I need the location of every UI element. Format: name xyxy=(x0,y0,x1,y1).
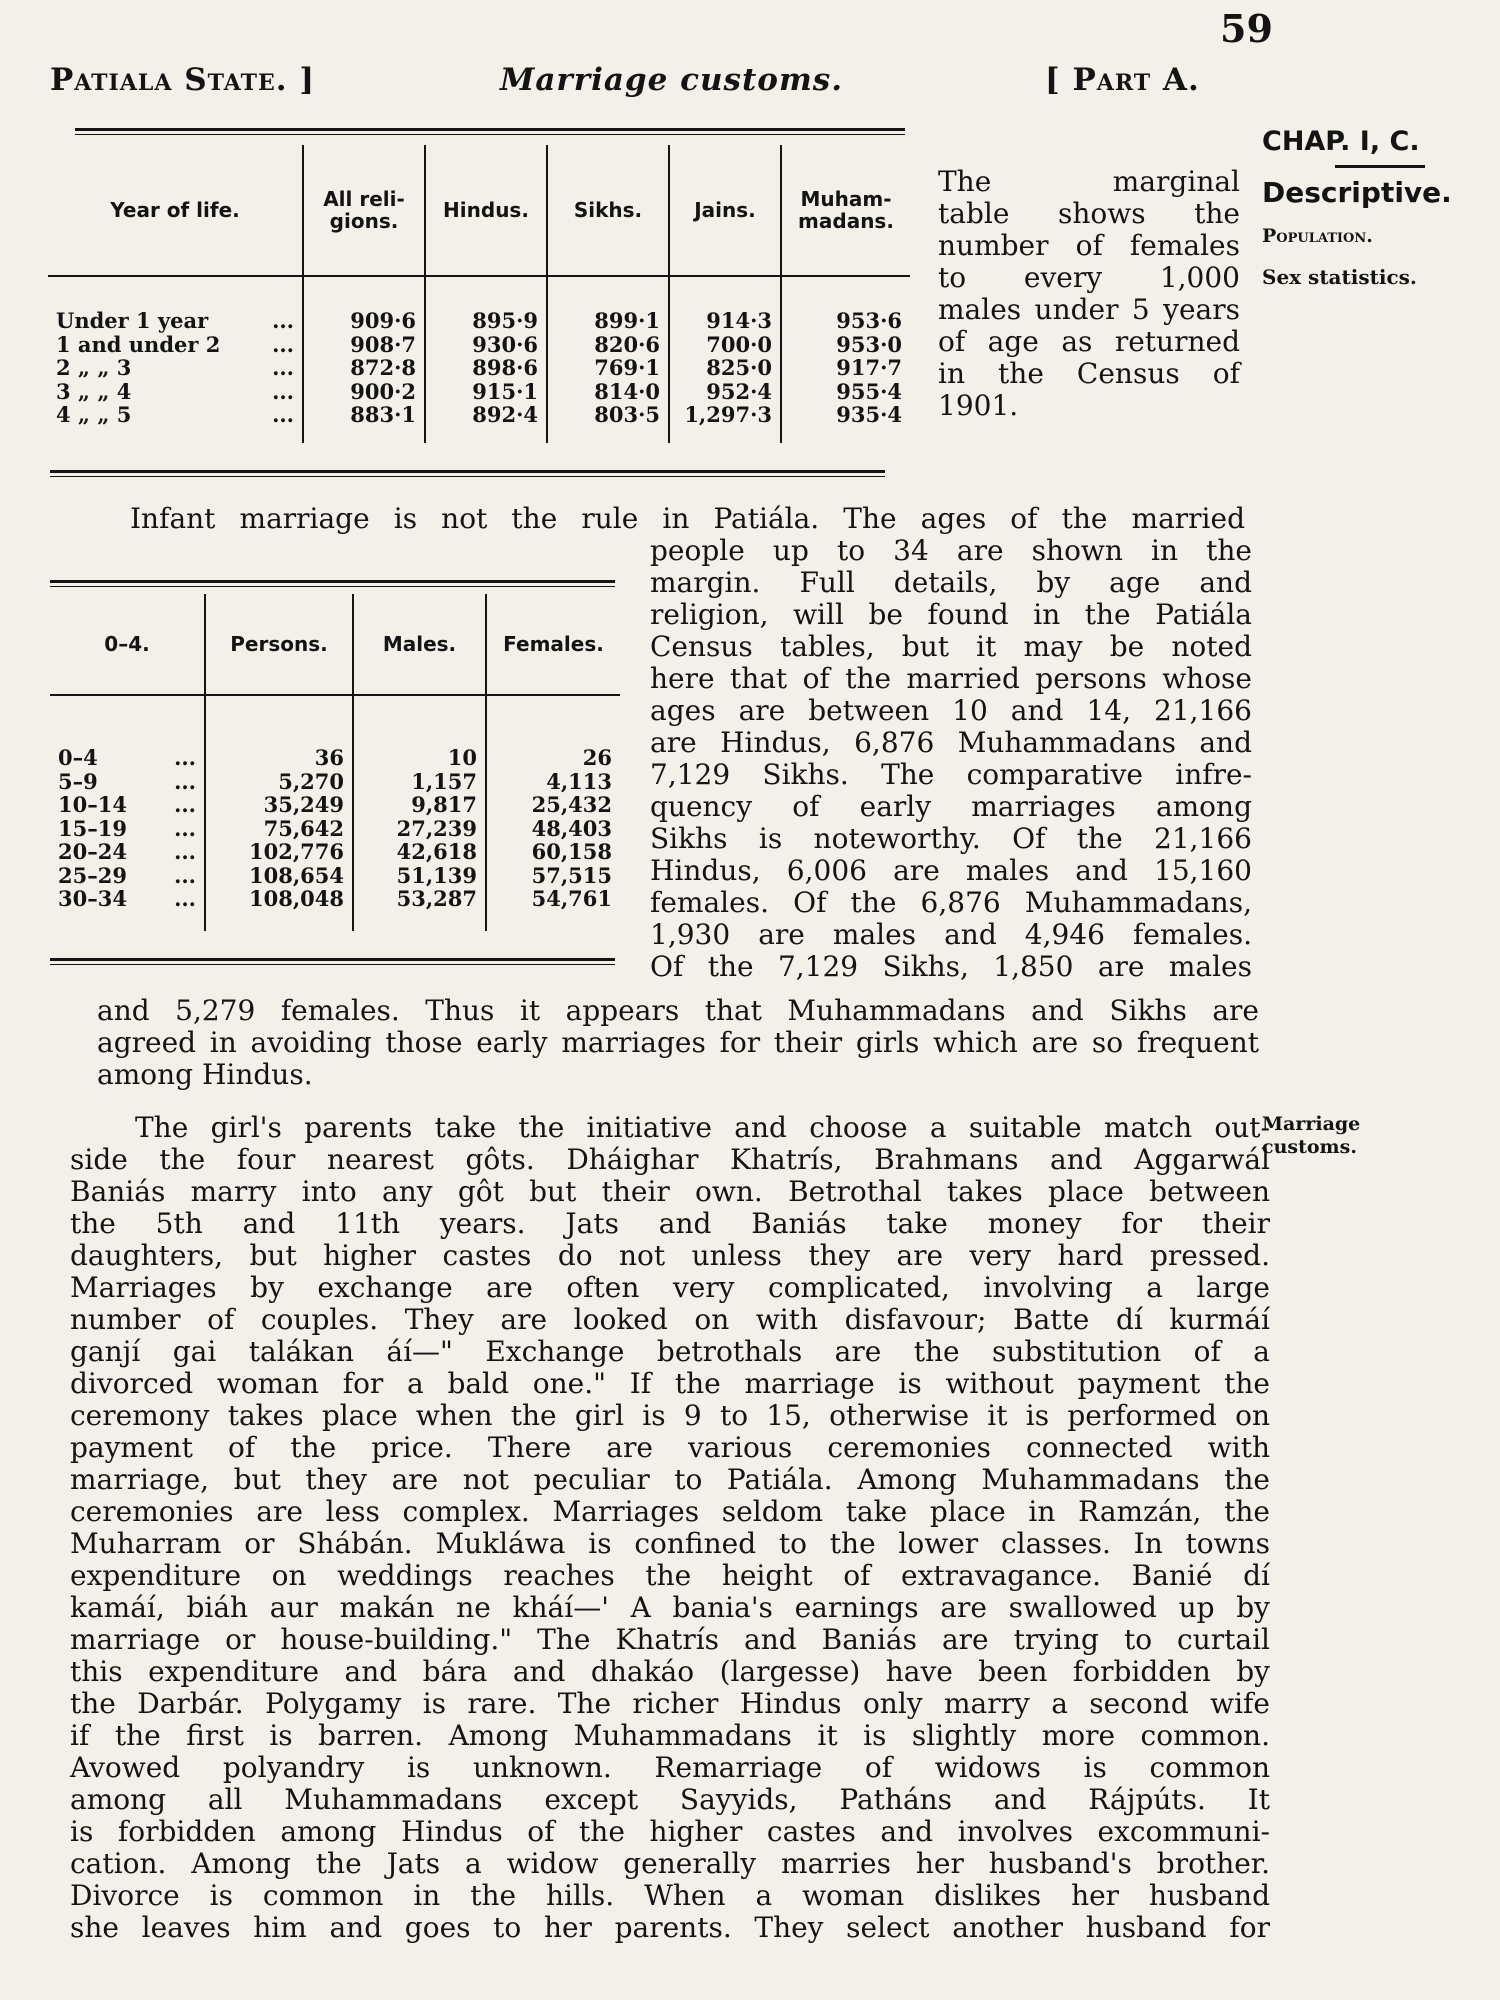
table-cell: 914·3 xyxy=(669,309,781,333)
table-cell: 915·1 xyxy=(425,380,547,404)
table-cell: 5,270 xyxy=(205,770,353,794)
text-line: side the four nearest gôts. Dháighar Khatrís, Brahmans and Aggarwál xyxy=(70,1143,1270,1176)
table1-header: Muham-madans. xyxy=(781,145,910,275)
table2-row-label: 30–34 xyxy=(58,886,127,912)
text-line: here that of the married persons whose xyxy=(650,662,1252,695)
text-line: divorced woman for a bald one." If the marriage is without payment the xyxy=(70,1367,1270,1400)
table2-row-label: 15–19 xyxy=(58,815,127,841)
table-row xyxy=(48,356,910,380)
table-married-persons-by-age xyxy=(50,594,620,931)
table1-caption-text xyxy=(938,166,1240,422)
text-line: cation. Among the Jats a widow generally marries her husband's brother. xyxy=(70,1847,1270,1880)
table-cell: 930·6 xyxy=(425,333,547,357)
text-line: in the Census of xyxy=(938,357,1240,390)
table-cell: 952·4 xyxy=(669,380,781,404)
table-cell: 75,642 xyxy=(205,817,353,841)
table-row xyxy=(50,864,620,888)
table1-row-label: Under 1 year xyxy=(56,308,209,333)
text-line: table shows the xyxy=(938,197,1240,230)
table-row xyxy=(50,746,620,770)
table2-header: Males. xyxy=(353,594,486,694)
text-line: and 5,279 females. Thus it appears that Muhammadans and Sikhs are xyxy=(97,994,1259,1027)
margin-population: Population. xyxy=(1262,225,1373,247)
text-line: among Hindus. xyxy=(97,1058,313,1091)
text-line: kamáí, biáh aur makán ne kháí—' A bania's earnings are swallowed up by xyxy=(70,1591,1270,1624)
table-cell: 26 xyxy=(486,746,620,770)
text-line: Marriages by exchange are often very complicated, involving a large xyxy=(70,1271,1270,1304)
text-line: Census tables, but it may be noted xyxy=(650,630,1252,663)
table1-row-dots: ... xyxy=(272,308,294,333)
table1-row-dots: ... xyxy=(272,378,294,404)
text-line: payment of the price. There are various ceremonies connected with xyxy=(70,1431,1270,1464)
table-cell: 899·1 xyxy=(547,309,669,333)
table-cell: 814·0 xyxy=(547,380,669,404)
text-line: 1,930 are males and 4,946 females. xyxy=(650,918,1252,951)
table-cell: 700·0 xyxy=(669,333,781,357)
table2-row-label: 20–24 xyxy=(58,839,127,865)
margin-chapter-rule xyxy=(1335,165,1425,168)
text-line: ceremonies are less complex. Marriages seldom take place in Ramzán, the xyxy=(70,1495,1270,1528)
text-line: Avowed polyandry is unknown. Remarriage of widows is common xyxy=(70,1751,1270,1784)
table2-bottom-rule xyxy=(50,958,615,961)
table-cell: 825·0 xyxy=(669,356,781,380)
table2-row-label: 10–14 xyxy=(58,792,127,818)
table-cell: 953·6 xyxy=(781,309,910,333)
table2-header: 0–4. xyxy=(104,631,150,656)
table2-row-dots: ... xyxy=(174,768,196,794)
table1-bottom-rule-thin xyxy=(50,476,885,477)
table1-header: Hindus. xyxy=(425,145,547,275)
table-cell: 909·6 xyxy=(303,309,425,333)
table1-bottom-rule xyxy=(50,470,885,473)
table2-row-label: 5–9 xyxy=(58,768,98,794)
table2-row-label: 25–29 xyxy=(58,862,127,888)
table-cell: 42,618 xyxy=(353,840,486,864)
margin-sex-statistics: Sex statistics. xyxy=(1262,265,1417,289)
text-line: agreed in avoiding those early marriages for their girls which are so frequent xyxy=(97,1026,1259,1059)
running-header-state: Patiala State. ] xyxy=(50,62,316,98)
text-line: Hindus, 6,006 are males and 15,160 xyxy=(650,854,1252,887)
table-cell: 908·7 xyxy=(303,333,425,357)
text-line: this expenditure and bára and dhakáo (largesse) have been forbidden by xyxy=(70,1655,1270,1688)
table-cell: 108,654 xyxy=(205,864,353,888)
table1-top-rule xyxy=(75,128,905,131)
text-line: Muharram or Shábán. Mukláwa is confined to the lower classes. In towns xyxy=(70,1527,1270,1560)
text-line: females. Of the 6,876 Muhammadans, xyxy=(650,886,1252,919)
paragraph-infant-marriage-rest xyxy=(97,995,1259,1091)
table1-row-dots: ... xyxy=(272,331,294,357)
table-cell: 955·4 xyxy=(781,380,910,404)
text-line: ganjí gai talákan áí—" Exchange betrothals are the substitution of a xyxy=(70,1335,1270,1368)
table2-row-dots: ... xyxy=(174,886,196,912)
text-line: quency of early marriages among xyxy=(650,790,1252,823)
margin-marriage-customs: Marriage customs. xyxy=(1262,1113,1361,1158)
page-number: 59 xyxy=(1220,6,1273,51)
table1-row-dots: ... xyxy=(272,355,294,381)
table-cell: 27,239 xyxy=(353,817,486,841)
text-line: marriage or house-building." The Khatrís and Baniás are trying to curtail xyxy=(70,1623,1270,1656)
text-line: ages are between 10 and 14, 21,166 xyxy=(650,694,1252,727)
text-line: among all Muhammadans except Sayyids, Patháns and Rájpúts. It xyxy=(70,1783,1270,1816)
paragraph-marriage-customs xyxy=(70,1112,1270,1944)
table-cell: 900·2 xyxy=(303,380,425,404)
table2-caption-text xyxy=(650,535,1252,983)
table-row xyxy=(48,333,910,357)
text-line: if the first is barren. Among Muhammadans it is slightly more common. xyxy=(70,1719,1270,1752)
table-cell: 51,139 xyxy=(353,864,486,888)
table-cell: 935·4 xyxy=(781,403,910,427)
table-cell: 60,158 xyxy=(486,840,620,864)
table1-header: All reli-gions. xyxy=(303,145,425,275)
table1-row-label: 1 and under 2 xyxy=(56,331,221,357)
text-line: 1901. xyxy=(938,389,1019,422)
text-line: expenditure on weddings reaches the height of extravagance. Banié dí xyxy=(70,1559,1270,1592)
text-line: Of the 7,129 Sikhs, 1,850 are males xyxy=(650,950,1252,983)
text-line: margin. Full details, by age and xyxy=(650,566,1252,599)
margin-chapter: CHAP. I, C. xyxy=(1262,126,1420,157)
table-cell: 54,761 xyxy=(486,887,620,911)
text-line: Sikhs is noteworthy. Of the 21,166 xyxy=(650,822,1252,855)
table2-top-rule-thin xyxy=(50,586,615,587)
table-cell: 895·9 xyxy=(425,309,547,333)
table1-row-label: 3 „ „ 4 xyxy=(56,378,132,404)
table1-top-rule-thin xyxy=(75,134,905,135)
table2-row-label: 0–4 xyxy=(58,745,98,770)
table-row xyxy=(48,403,910,427)
table-cell: 35,249 xyxy=(205,793,353,817)
table1-row-dots: ... xyxy=(272,402,294,428)
table-cell: 820·6 xyxy=(547,333,669,357)
text-line: Baniás marry into any gôt but their own. Betrothal takes place between xyxy=(70,1175,1270,1208)
table-cell: 769·1 xyxy=(547,356,669,380)
text-line: people up to 34 are shown in the xyxy=(650,534,1252,567)
table-cell: 4,113 xyxy=(486,770,620,794)
text-line: she leaves him and goes to her parents. They select another husband for xyxy=(70,1911,1270,1944)
table2-bottom-rule-thin xyxy=(50,964,615,965)
table-row xyxy=(50,887,620,911)
table1-header: Jains. xyxy=(669,145,781,275)
running-header-part: [ Part A. xyxy=(1045,62,1200,98)
table2-row-dots: ... xyxy=(174,745,196,770)
text-line: number of females xyxy=(938,229,1240,262)
table-row xyxy=(50,817,620,841)
text-line: males under 5 years xyxy=(938,293,1240,326)
text-line: The girl's parents take the initiative and choose a suitable match out- xyxy=(135,1111,1270,1144)
table-cell: 36 xyxy=(205,746,353,770)
table-cell: 872·8 xyxy=(303,356,425,380)
table-cell: 102,776 xyxy=(205,840,353,864)
text-line: number of couples. They are looked on with disfavour; Batte dí kurmáí xyxy=(70,1303,1270,1336)
table1-header: Year of life. xyxy=(110,197,240,222)
table1-row-label: 4 „ „ 5 xyxy=(56,402,132,428)
text-line: Infant marriage is not the rule in Patiála. The ages of the married xyxy=(130,502,1245,535)
table-cell: 803·5 xyxy=(547,403,669,427)
table-cell: 57,515 xyxy=(486,864,620,888)
table-cell: 1,157 xyxy=(353,770,486,794)
table2-row-dots: ... xyxy=(174,839,196,865)
table-cell: 25,432 xyxy=(486,793,620,817)
margin-section: Descriptive. xyxy=(1262,176,1452,209)
table-cell: 953·0 xyxy=(781,333,910,357)
table-cell: 10 xyxy=(353,746,486,770)
table-cell: 898·6 xyxy=(425,356,547,380)
table1-header: Sikhs. xyxy=(547,145,669,275)
text-line: Divorce is common in the hills. When a woman dislikes her husband xyxy=(70,1879,1270,1912)
text-line: of age as returned xyxy=(938,325,1240,358)
table2-row-dots: ... xyxy=(174,862,196,888)
table2-header: Persons. xyxy=(205,594,353,694)
table-cell: 1,297·3 xyxy=(669,403,781,427)
text-line: to every 1,000 xyxy=(938,261,1240,294)
table-cell: 917·7 xyxy=(781,356,910,380)
table-row xyxy=(48,380,910,404)
table2-header: Females. xyxy=(486,594,620,694)
text-line: the 5th and 11th years. Jats and Baniás take money for their xyxy=(70,1207,1270,1240)
paragraph-infant-marriage-first xyxy=(130,503,1245,535)
table-cell: 883·1 xyxy=(303,403,425,427)
text-line: ceremony takes place when the girl is 9 to 15, otherwise it is performed on xyxy=(70,1399,1270,1432)
text-line: is forbidden among Hindus of the higher castes and involves excommuni- xyxy=(70,1815,1270,1848)
text-line: marriage, but they are not peculiar to Patiála. Among Muhammadans the xyxy=(70,1463,1270,1496)
table-cell: 108,048 xyxy=(205,887,353,911)
table2-row-dots: ... xyxy=(174,815,196,841)
table-females-per-1000-males xyxy=(48,145,910,443)
running-header-title: Marriage customs. xyxy=(500,62,844,98)
text-line: 7,129 Sikhs. The comparative infre- xyxy=(650,758,1252,791)
table-cell: 892·4 xyxy=(425,403,547,427)
text-line: The marginal xyxy=(938,165,1240,198)
text-line: religion, will be found in the Patiála xyxy=(650,598,1252,631)
table-cell: 9,817 xyxy=(353,793,486,817)
table-row xyxy=(50,840,620,864)
text-line: the Darbár. Polygamy is rare. The richer Hindus only marry a second wife xyxy=(70,1687,1270,1720)
table-cell: 48,403 xyxy=(486,817,620,841)
table-row xyxy=(48,309,910,333)
table-row xyxy=(50,793,620,817)
table-row xyxy=(50,770,620,794)
table1-row-label: 2 „ „ 3 xyxy=(56,355,132,381)
text-line: daughters, but higher castes do not unless they are very hard pressed. xyxy=(70,1239,1270,1272)
table2-top-rule xyxy=(50,580,615,583)
table-cell: 53,287 xyxy=(353,887,486,911)
text-line: are Hindus, 6,876 Muhammadans and xyxy=(650,726,1252,759)
table2-row-dots: ... xyxy=(174,792,196,818)
